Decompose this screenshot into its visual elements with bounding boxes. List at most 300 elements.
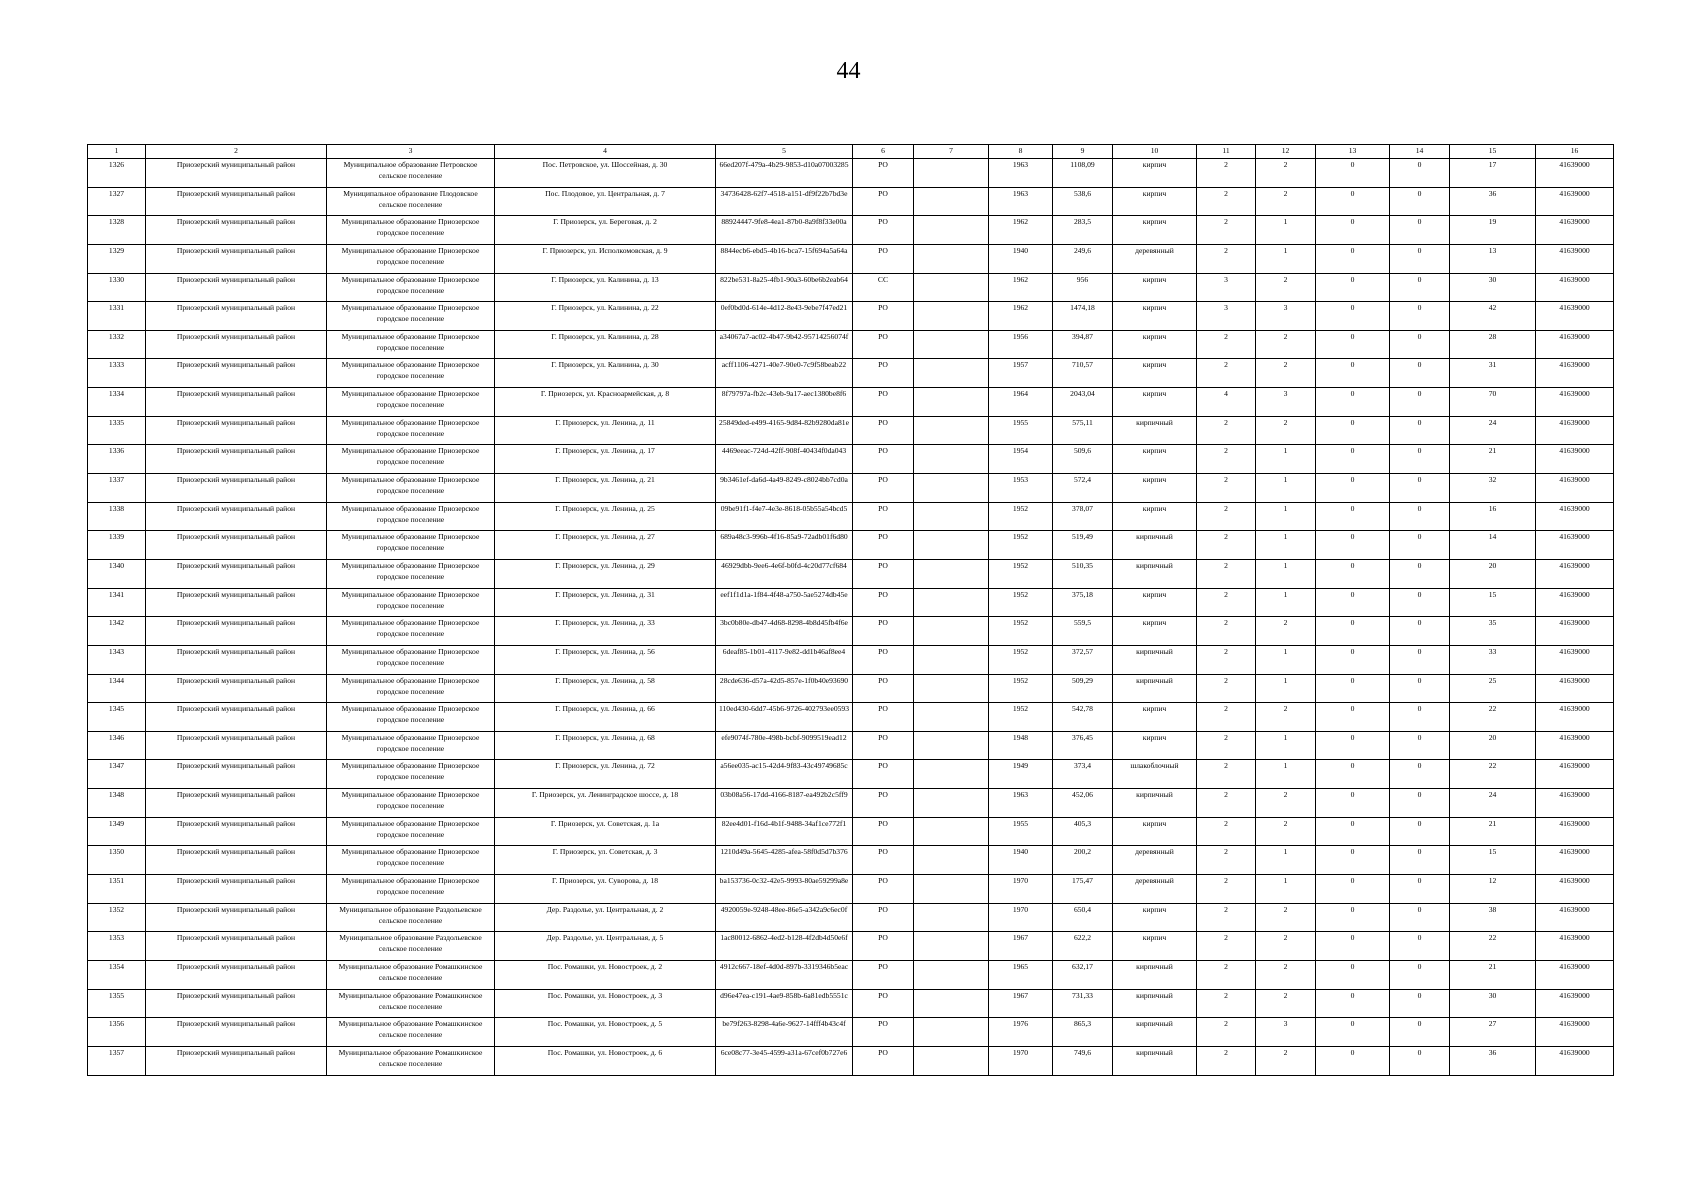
cell-record-number: 1329 (88, 244, 146, 273)
housing-register-table (87, 144, 1614, 1076)
cell-residents: 14 (1450, 531, 1536, 560)
cell-oktmo-code: 41639000 (1536, 216, 1614, 245)
cell-column-13: 0 (1316, 187, 1390, 216)
cell-floors-max: 2 (1197, 159, 1256, 188)
cell-floors-min: 3 (1256, 302, 1316, 331)
cell-oktmo-code: 41639000 (1536, 817, 1614, 846)
cell-floors-min: 2 (1256, 903, 1316, 932)
column-number-row (88, 145, 1614, 159)
cell-floors-max: 2 (1197, 502, 1256, 531)
cell-column-14: 0 (1390, 445, 1450, 474)
cell-column-14: 0 (1390, 273, 1450, 302)
cell-district: Приозерский муниципальный район (146, 731, 327, 760)
cell-residents: 30 (1450, 273, 1536, 302)
cell-column-7 (914, 1046, 989, 1075)
cell-column-14: 0 (1390, 789, 1450, 818)
cell-wall-material: кирпич (1113, 932, 1197, 961)
cell-floors-max: 2 (1197, 474, 1256, 503)
table-row (88, 474, 1614, 503)
cell-management-type: РО (853, 1018, 914, 1047)
column-header-7: 7 (914, 145, 989, 159)
cell-column-7 (914, 760, 989, 789)
table-header (88, 145, 1614, 159)
cell-column-7 (914, 359, 989, 388)
cell-oktmo-code: 41639000 (1536, 674, 1614, 703)
cell-district: Приозерский муниципальный район (146, 416, 327, 445)
cell-district: Приозерский муниципальный район (146, 1046, 327, 1075)
cell-management-type: РО (853, 416, 914, 445)
cell-wall-material: кирпичный (1113, 416, 1197, 445)
cell-district: Приозерский муниципальный район (146, 846, 327, 875)
cell-management-type: СС (853, 273, 914, 302)
cell-district: Приозерский муниципальный район (146, 216, 327, 245)
cell-floors-min: 2 (1256, 789, 1316, 818)
cell-residents: 22 (1450, 932, 1536, 961)
cell-district: Приозерский муниципальный район (146, 645, 327, 674)
cell-wall-material: кирпич (1113, 273, 1197, 302)
cell-oktmo-code: 41639000 (1536, 388, 1614, 417)
cell-floors-max: 2 (1197, 244, 1256, 273)
cell-management-type: РО (853, 760, 914, 789)
cell-area: 559,5 (1053, 617, 1113, 646)
cell-municipality: Муниципальное образование Петровское сельское поселение (327, 159, 495, 188)
cell-fias-guid: 8f79797a-fb2c-43eb-9a17-aec1380be8f6 (716, 388, 853, 417)
cell-fias-guid: 88924447-9fe8-4ea1-87b0-8a9f8f33e00a (716, 216, 853, 245)
cell-year-built: 1952 (989, 645, 1053, 674)
column-header-14: 14 (1390, 145, 1450, 159)
cell-record-number: 1328 (88, 216, 146, 245)
table-row (88, 703, 1614, 732)
cell-fias-guid: 3bc0b80e-db47-4d68-8298-4b8d45fb4f6e (716, 617, 853, 646)
cell-floors-max: 2 (1197, 588, 1256, 617)
column-header-3: 3 (327, 145, 495, 159)
cell-residents: 17 (1450, 159, 1536, 188)
cell-column-7 (914, 932, 989, 961)
cell-fias-guid: 8844ecb6-ebd5-4b16-bca7-15f694a5a64a (716, 244, 853, 273)
cell-municipality: Муниципальное образование Приозерское городское поселение (327, 731, 495, 760)
cell-management-type: РО (853, 875, 914, 904)
cell-wall-material: кирпичный (1113, 645, 1197, 674)
cell-column-7 (914, 731, 989, 760)
cell-floors-min: 1 (1256, 846, 1316, 875)
cell-address: Г. Приозерск, ул. Калинина, д. 22 (495, 302, 716, 331)
cell-management-type: РО (853, 359, 914, 388)
cell-column-7 (914, 445, 989, 474)
cell-column-7 (914, 244, 989, 273)
table-row (88, 216, 1614, 245)
cell-fias-guid: eef1f1d1a-1f84-4f48-a750-5ae5274db45e (716, 588, 853, 617)
cell-municipality: Муниципальное образование Приозерское городское поселение (327, 216, 495, 245)
cell-management-type: РО (853, 244, 914, 273)
table-row (88, 445, 1614, 474)
column-header-9: 9 (1053, 145, 1113, 159)
cell-management-type: РО (853, 1046, 914, 1075)
cell-area: 956 (1053, 273, 1113, 302)
cell-address: Г. Приозерск, ул. Советская, д. 1а (495, 817, 716, 846)
cell-record-number: 1330 (88, 273, 146, 302)
cell-wall-material: кирпич (1113, 187, 1197, 216)
cell-wall-material: кирпич (1113, 302, 1197, 331)
cell-column-14: 0 (1390, 416, 1450, 445)
cell-column-7 (914, 674, 989, 703)
cell-column-7 (914, 302, 989, 331)
cell-column-13: 0 (1316, 846, 1390, 875)
cell-column-13: 0 (1316, 273, 1390, 302)
cell-column-13: 0 (1316, 789, 1390, 818)
cell-column-7 (914, 416, 989, 445)
cell-fias-guid: 03b08a56-17dd-4166-8187-ea492b2c5ff9 (716, 789, 853, 818)
cell-column-13: 0 (1316, 731, 1390, 760)
cell-district: Приозерский муниципальный район (146, 502, 327, 531)
cell-fias-guid: a34067a7-ac02-4b47-9b42-95714256074f (716, 330, 853, 359)
cell-record-number: 1349 (88, 817, 146, 846)
cell-floors-min: 1 (1256, 760, 1316, 789)
cell-record-number: 1337 (88, 474, 146, 503)
cell-column-13: 0 (1316, 302, 1390, 331)
cell-floors-max: 2 (1197, 731, 1256, 760)
cell-column-13: 0 (1316, 474, 1390, 503)
cell-column-14: 0 (1390, 617, 1450, 646)
cell-year-built: 1963 (989, 187, 1053, 216)
cell-address: Дер. Раздолье, ул. Центральная, д. 2 (495, 903, 716, 932)
cell-fias-guid: d96e47ea-c191-4ae9-858b-6a81edb5551c (716, 989, 853, 1018)
table-body (88, 159, 1614, 1076)
cell-wall-material: деревянный (1113, 875, 1197, 904)
cell-residents: 33 (1450, 645, 1536, 674)
cell-oktmo-code: 41639000 (1536, 731, 1614, 760)
cell-management-type: РО (853, 989, 914, 1018)
cell-floors-max: 2 (1197, 445, 1256, 474)
cell-floors-min: 1 (1256, 502, 1316, 531)
cell-year-built: 1952 (989, 502, 1053, 531)
cell-column-14: 0 (1390, 875, 1450, 904)
cell-column-14: 0 (1390, 674, 1450, 703)
cell-year-built: 1952 (989, 531, 1053, 560)
cell-column-14: 0 (1390, 703, 1450, 732)
cell-year-built: 1955 (989, 817, 1053, 846)
cell-record-number: 1342 (88, 617, 146, 646)
cell-column-13: 0 (1316, 502, 1390, 531)
column-header-2: 2 (146, 145, 327, 159)
cell-management-type: РО (853, 302, 914, 331)
cell-oktmo-code: 41639000 (1536, 789, 1614, 818)
column-header-4: 4 (495, 145, 716, 159)
table-row (88, 846, 1614, 875)
cell-district: Приозерский муниципальный район (146, 330, 327, 359)
cell-year-built: 1952 (989, 617, 1053, 646)
cell-fias-guid: 66ed207f-479a-4b29-9853-d10a07003285 (716, 159, 853, 188)
cell-floors-max: 2 (1197, 1018, 1256, 1047)
cell-residents: 15 (1450, 846, 1536, 875)
cell-column-14: 0 (1390, 159, 1450, 188)
cell-area: 2043,04 (1053, 388, 1113, 417)
cell-floors-min: 2 (1256, 159, 1316, 188)
cell-address: Г. Приозерск, ул. Ленина, д. 72 (495, 760, 716, 789)
cell-year-built: 1949 (989, 760, 1053, 789)
cell-column-14: 0 (1390, 588, 1450, 617)
cell-floors-min: 2 (1256, 932, 1316, 961)
cell-residents: 16 (1450, 502, 1536, 531)
cell-fias-guid: 09be91f1-f4e7-4e3e-8618-05b55a54bcd5 (716, 502, 853, 531)
cell-area: 375,18 (1053, 588, 1113, 617)
cell-column-13: 0 (1316, 216, 1390, 245)
cell-fias-guid: 6ce08c77-3e45-4599-a31a-67cef0b727e6 (716, 1046, 853, 1075)
cell-floors-max: 2 (1197, 559, 1256, 588)
cell-column-14: 0 (1390, 502, 1450, 531)
cell-floors-min: 2 (1256, 359, 1316, 388)
cell-fias-guid: 1210d49a-5645-4285-afea-58f0d5d7b376 (716, 846, 853, 875)
cell-record-number: 1327 (88, 187, 146, 216)
cell-fias-guid: 1ac80012-6862-4ed2-b128-4f2db4d50e6f (716, 932, 853, 961)
cell-oktmo-code: 41639000 (1536, 559, 1614, 588)
cell-oktmo-code: 41639000 (1536, 330, 1614, 359)
cell-column-7 (914, 903, 989, 932)
cell-column-7 (914, 474, 989, 503)
cell-residents: 24 (1450, 789, 1536, 818)
cell-floors-max: 2 (1197, 960, 1256, 989)
cell-floors-max: 2 (1197, 187, 1256, 216)
cell-record-number: 1348 (88, 789, 146, 818)
cell-residents: 30 (1450, 989, 1536, 1018)
cell-year-built: 1967 (989, 932, 1053, 961)
cell-floors-max: 2 (1197, 531, 1256, 560)
cell-management-type: РО (853, 445, 914, 474)
cell-year-built: 1952 (989, 703, 1053, 732)
cell-column-13: 0 (1316, 1018, 1390, 1047)
cell-municipality: Муниципальное образование Приозерское городское поселение (327, 302, 495, 331)
cell-record-number: 1340 (88, 559, 146, 588)
cell-record-number: 1343 (88, 645, 146, 674)
cell-district: Приозерский муниципальный район (146, 674, 327, 703)
cell-oktmo-code: 41639000 (1536, 273, 1614, 302)
cell-residents: 35 (1450, 617, 1536, 646)
cell-record-number: 1338 (88, 502, 146, 531)
cell-address: Г. Приозерск, ул. Ленина, д. 17 (495, 445, 716, 474)
cell-municipality: Муниципальное образование Приозерское городское поселение (327, 416, 495, 445)
table-row (88, 330, 1614, 359)
cell-oktmo-code: 41639000 (1536, 445, 1614, 474)
column-header-12: 12 (1256, 145, 1316, 159)
cell-municipality: Муниципальное образование Приозерское городское поселение (327, 531, 495, 560)
cell-municipality: Муниципальное образование Приозерское городское поселение (327, 760, 495, 789)
cell-column-13: 0 (1316, 244, 1390, 273)
cell-fias-guid: 6deaf85-1b01-4117-9e82-dd1b46af8ee4 (716, 645, 853, 674)
cell-oktmo-code: 41639000 (1536, 416, 1614, 445)
cell-residents: 13 (1450, 244, 1536, 273)
cell-district: Приозерский муниципальный район (146, 932, 327, 961)
cell-area: 749,6 (1053, 1046, 1113, 1075)
cell-area: 373,4 (1053, 760, 1113, 789)
cell-district: Приозерский муниципальный район (146, 817, 327, 846)
table-row (88, 388, 1614, 417)
cell-column-13: 0 (1316, 903, 1390, 932)
cell-municipality: Муниципальное образование Приозерское городское поселение (327, 359, 495, 388)
cell-residents: 20 (1450, 559, 1536, 588)
cell-area: 1474,18 (1053, 302, 1113, 331)
cell-area: 283,5 (1053, 216, 1113, 245)
cell-management-type: РО (853, 502, 914, 531)
cell-oktmo-code: 41639000 (1536, 474, 1614, 503)
cell-management-type: РО (853, 789, 914, 818)
cell-management-type: РО (853, 703, 914, 732)
cell-oktmo-code: 41639000 (1536, 502, 1614, 531)
cell-municipality: Муниципальное образование Приозерское городское поселение (327, 330, 495, 359)
cell-address: Г. Приозерск, ул. Красноармейская, д. 8 (495, 388, 716, 417)
cell-district: Приозерский муниципальный район (146, 989, 327, 1018)
cell-floors-max: 2 (1197, 703, 1256, 732)
cell-oktmo-code: 41639000 (1536, 989, 1614, 1018)
cell-year-built: 1940 (989, 846, 1053, 875)
cell-address: Г. Приозерск, ул. Ленина, д. 27 (495, 531, 716, 560)
cell-wall-material: кирпич (1113, 617, 1197, 646)
cell-wall-material: кирпич (1113, 502, 1197, 531)
cell-address: Г. Приозерск, ул. Суворова, д. 18 (495, 875, 716, 904)
cell-management-type: РО (853, 330, 914, 359)
cell-municipality: Муниципальное образование Приозерское городское поселение (327, 502, 495, 531)
cell-floors-max: 2 (1197, 416, 1256, 445)
cell-district: Приозерский муниципальный район (146, 302, 327, 331)
cell-management-type: РО (853, 531, 914, 560)
cell-district: Приозерский муниципальный район (146, 159, 327, 188)
cell-district: Приозерский муниципальный район (146, 617, 327, 646)
cell-address: Пос. Ромашки, ул. Новостроек, д. 5 (495, 1018, 716, 1047)
cell-floors-min: 1 (1256, 645, 1316, 674)
table-row (88, 159, 1614, 188)
cell-municipality: Муниципальное образование Приозерское городское поселение (327, 617, 495, 646)
cell-area: 376,45 (1053, 731, 1113, 760)
cell-year-built: 1965 (989, 960, 1053, 989)
cell-column-13: 0 (1316, 989, 1390, 1018)
cell-oktmo-code: 41639000 (1536, 932, 1614, 961)
cell-floors-min: 1 (1256, 559, 1316, 588)
cell-residents: 22 (1450, 760, 1536, 789)
cell-address: Г. Приозерск, ул. Ленина, д. 11 (495, 416, 716, 445)
cell-year-built: 1963 (989, 159, 1053, 188)
page-number: 44 (836, 58, 861, 84)
cell-year-built: 1952 (989, 559, 1053, 588)
cell-management-type: РО (853, 932, 914, 961)
cell-column-14: 0 (1390, 645, 1450, 674)
cell-municipality: Муниципальное образование Приозерское городское поселение (327, 559, 495, 588)
cell-address: Г. Приозерск, ул. Ленина, д. 21 (495, 474, 716, 503)
cell-municipality: Муниципальное образование Приозерское городское поселение (327, 445, 495, 474)
cell-column-7 (914, 588, 989, 617)
table-row (88, 588, 1614, 617)
cell-municipality: Муниципальное образование Приозерское городское поселение (327, 645, 495, 674)
cell-column-7 (914, 388, 989, 417)
cell-residents: 70 (1450, 388, 1536, 417)
cell-wall-material: кирпич (1113, 903, 1197, 932)
cell-municipality: Муниципальное образование Раздольевское сельское поселение (327, 903, 495, 932)
cell-floors-min: 1 (1256, 731, 1316, 760)
cell-floors-max: 3 (1197, 273, 1256, 302)
cell-floors-min: 1 (1256, 216, 1316, 245)
cell-fias-guid: 4469eeac-724d-42ff-908f-40434f0da043 (716, 445, 853, 474)
column-header-15: 15 (1450, 145, 1536, 159)
cell-fias-guid: 9b3461ef-da6d-4a49-8249-c8024bb7cd0a (716, 474, 853, 503)
cell-municipality: Муниципальное образование Приозерское городское поселение (327, 817, 495, 846)
cell-fias-guid: 46929dbb-9ee6-4e6f-b0fd-4c20d77cf684 (716, 559, 853, 588)
table-row (88, 531, 1614, 560)
cell-floors-max: 2 (1197, 645, 1256, 674)
cell-year-built: 1953 (989, 474, 1053, 503)
cell-address: Пос. Петровское, ул. Шоссейная, д. 30 (495, 159, 716, 188)
cell-column-13: 0 (1316, 359, 1390, 388)
cell-column-13: 0 (1316, 531, 1390, 560)
cell-record-number: 1334 (88, 388, 146, 417)
cell-municipality: Муниципальное образование Приозерское городское поселение (327, 846, 495, 875)
cell-column-7 (914, 531, 989, 560)
cell-oktmo-code: 41639000 (1536, 187, 1614, 216)
cell-fias-guid: 0ef0bd0d-614e-4d12-8e43-9ebe7f47ed21 (716, 302, 853, 331)
cell-fias-guid: acff1106-4271-40e7-90e0-7c9f58beab22 (716, 359, 853, 388)
cell-floors-min: 2 (1256, 617, 1316, 646)
cell-column-13: 0 (1316, 588, 1390, 617)
cell-wall-material: кирпичный (1113, 960, 1197, 989)
cell-floors-min: 2 (1256, 330, 1316, 359)
cell-floors-min: 2 (1256, 817, 1316, 846)
cell-district: Приозерский муниципальный район (146, 960, 327, 989)
cell-column-7 (914, 187, 989, 216)
cell-management-type: РО (853, 645, 914, 674)
cell-address: Дер. Раздолье, ул. Центральная, д. 5 (495, 932, 716, 961)
table-row (88, 645, 1614, 674)
cell-year-built: 1970 (989, 903, 1053, 932)
cell-record-number: 1333 (88, 359, 146, 388)
cell-area: 632,17 (1053, 960, 1113, 989)
table-row (88, 244, 1614, 273)
cell-residents: 21 (1450, 960, 1536, 989)
cell-municipality: Муниципальное образование Приозерское городское поселение (327, 474, 495, 503)
cell-residents: 42 (1450, 302, 1536, 331)
cell-record-number: 1341 (88, 588, 146, 617)
cell-municipality: Муниципальное образование Ромашкинское сельское поселение (327, 1018, 495, 1047)
table-row (88, 359, 1614, 388)
cell-wall-material: деревянный (1113, 846, 1197, 875)
cell-floors-min: 2 (1256, 187, 1316, 216)
cell-floors-min: 1 (1256, 445, 1316, 474)
cell-address: Г. Приозерск, ул. Ленина, д. 25 (495, 502, 716, 531)
cell-column-14: 0 (1390, 330, 1450, 359)
cell-column-13: 0 (1316, 960, 1390, 989)
cell-management-type: РО (853, 903, 914, 932)
cell-column-7 (914, 960, 989, 989)
cell-residents: 32 (1450, 474, 1536, 503)
cell-column-7 (914, 330, 989, 359)
cell-record-number: 1339 (88, 531, 146, 560)
cell-address: Г. Приозерск, ул. Калинина, д. 28 (495, 330, 716, 359)
cell-address: Г. Приозерск, ул. Ленина, д. 68 (495, 731, 716, 760)
cell-district: Приозерский муниципальный район (146, 1018, 327, 1047)
cell-fias-guid: 34736428-62f7-4518-a151-df9f22b7bd3e (716, 187, 853, 216)
cell-wall-material: кирпичный (1113, 559, 1197, 588)
cell-floors-min: 2 (1256, 703, 1316, 732)
cell-oktmo-code: 41639000 (1536, 703, 1614, 732)
cell-management-type: РО (853, 559, 914, 588)
cell-column-14: 0 (1390, 731, 1450, 760)
cell-record-number: 1351 (88, 875, 146, 904)
cell-wall-material: кирпичный (1113, 674, 1197, 703)
cell-year-built: 1952 (989, 588, 1053, 617)
cell-area: 200,2 (1053, 846, 1113, 875)
cell-municipality: Муниципальное образование Приозерское городское поселение (327, 273, 495, 302)
cell-district: Приозерский муниципальный район (146, 273, 327, 302)
cell-residents: 22 (1450, 703, 1536, 732)
cell-wall-material: кирпичный (1113, 1018, 1197, 1047)
cell-residents: 28 (1450, 330, 1536, 359)
cell-column-13: 0 (1316, 875, 1390, 904)
cell-floors-max: 2 (1197, 932, 1256, 961)
